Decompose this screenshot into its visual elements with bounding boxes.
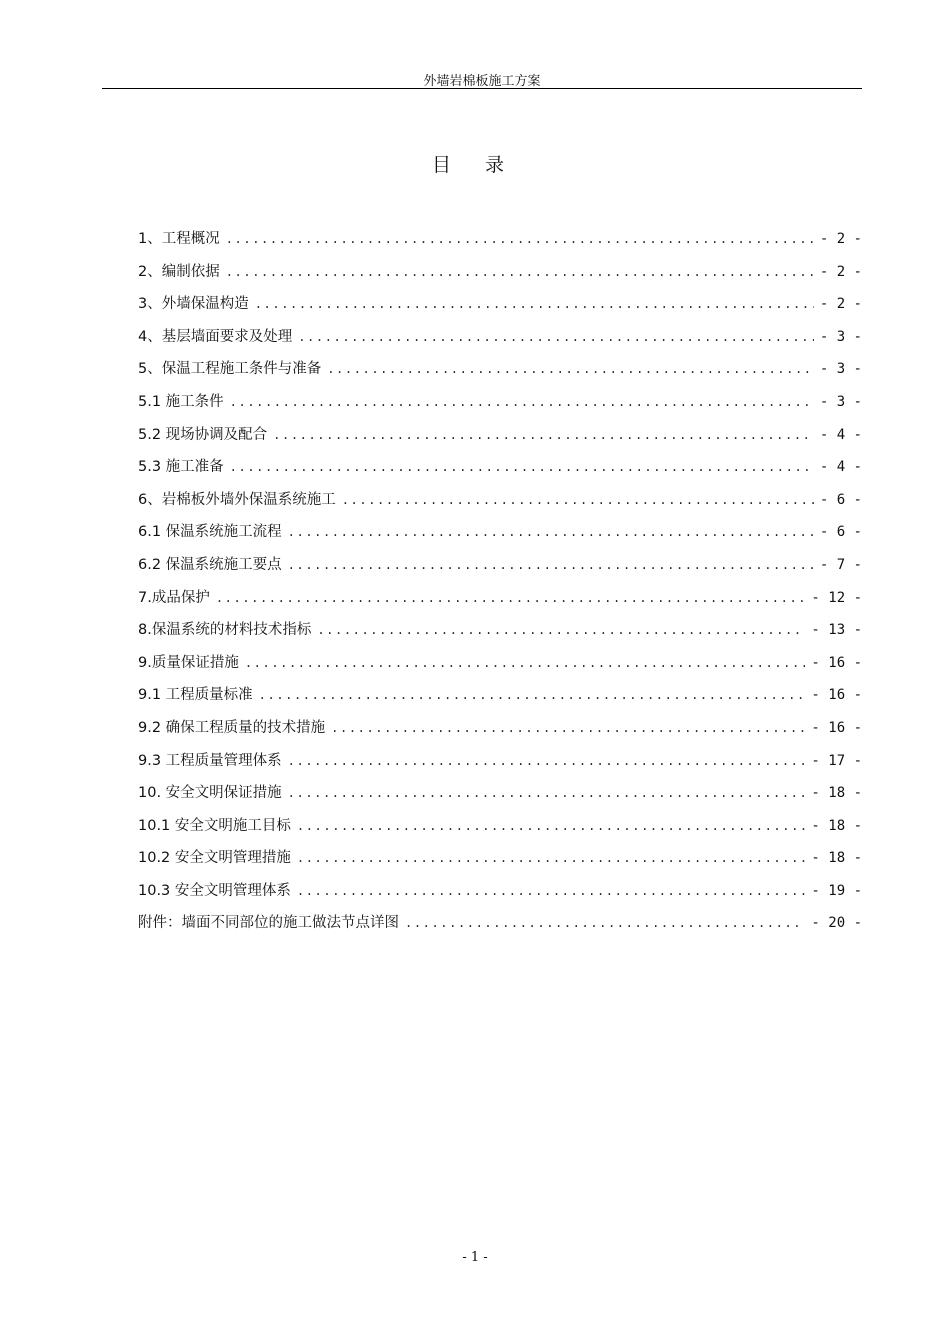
toc-item-label: 5.2 现场协调及配合 xyxy=(138,426,268,443)
toc-dot-leader xyxy=(216,591,806,605)
toc-item[interactable] xyxy=(138,520,862,553)
toc-dot-leader xyxy=(297,819,806,833)
toc-item[interactable] xyxy=(138,325,862,358)
toc-dot-leader xyxy=(342,493,814,507)
toc-item-label: 附件：墙面不同部位的施工做法节点详图 xyxy=(138,915,399,932)
toc-item-page: - 6 - xyxy=(819,491,862,508)
toc-item-label: 6.2 保温系统施工要点 xyxy=(138,556,282,573)
toc-dot-leader xyxy=(255,297,814,311)
toc-item-label: 10.2 安全文明管理措施 xyxy=(138,850,291,867)
toc-item-label: 5、保温工程施工条件与准备 xyxy=(138,361,322,378)
toc-item-page: - 3 - xyxy=(819,361,862,378)
toc-dot-leader xyxy=(298,330,814,344)
toc-item[interactable] xyxy=(138,586,862,619)
toc-item[interactable] xyxy=(138,781,862,814)
toc-item-label: 10.1 安全文明施工目标 xyxy=(138,817,291,834)
toc-item-page: - 2 - xyxy=(819,296,862,313)
toc-item-page: - 18 - xyxy=(811,850,862,867)
toc-item-page: - 16 - xyxy=(811,654,862,671)
toc-dot-leader xyxy=(245,656,806,670)
toc-title: 目 录 xyxy=(431,154,519,176)
toc-item-label: 5.1 施工条件 xyxy=(138,393,224,410)
toc-dot-leader xyxy=(288,754,806,768)
toc-item-label: 6.1 保温系统施工流程 xyxy=(138,524,282,541)
toc-item-page: - 3 - xyxy=(819,328,862,345)
table-of-contents xyxy=(138,227,862,944)
header-rule xyxy=(102,88,862,89)
toc-item[interactable] xyxy=(138,846,862,879)
toc-item-page: - 16 - xyxy=(811,719,862,736)
page-number: - 1 - xyxy=(462,1250,488,1265)
toc-item-page: - 18 - xyxy=(811,785,862,802)
toc-item-label: 2、编制依据 xyxy=(138,263,220,280)
toc-dot-leader xyxy=(259,688,806,702)
toc-item-label: 10. 安全文明保证措施 xyxy=(138,785,282,802)
toc-dot-leader xyxy=(288,786,806,800)
toc-item[interactable] xyxy=(138,553,862,586)
toc-item[interactable] xyxy=(138,651,862,684)
toc-item[interactable] xyxy=(138,455,862,488)
toc-item-page: - 20 - xyxy=(811,915,862,932)
toc-item-page: - 16 - xyxy=(811,687,862,704)
toc-dot-leader xyxy=(297,851,806,865)
toc-dot-leader xyxy=(288,525,814,539)
toc-dot-leader xyxy=(226,265,814,279)
toc-item-label: 9.3 工程质量管理体系 xyxy=(138,752,282,769)
toc-item[interactable] xyxy=(138,683,862,716)
toc-item[interactable] xyxy=(138,879,862,912)
toc-dot-leader xyxy=(317,623,805,637)
toc-item-label: 3、外墙保温构造 xyxy=(138,296,249,313)
toc-item-label: 6、岩棉板外墙外保温系统施工 xyxy=(138,491,336,508)
toc-dot-leader xyxy=(230,460,814,474)
running-header: 外墙岩棉板施工方案 xyxy=(423,74,541,89)
toc-item-label: 8.保温系统的材料技术指标 xyxy=(138,622,312,639)
toc-item-page: - 2 - xyxy=(819,231,862,247)
toc-item[interactable] xyxy=(138,357,862,390)
toc-item[interactable] xyxy=(138,390,862,423)
toc-dot-leader xyxy=(230,395,814,409)
toc-dot-leader xyxy=(331,721,805,735)
toc-item[interactable] xyxy=(138,260,862,293)
toc-item[interactable] xyxy=(138,716,862,749)
toc-dot-leader xyxy=(273,428,814,442)
toc-item-page: - 7 - xyxy=(819,556,862,573)
toc-item[interactable] xyxy=(138,423,862,456)
toc-dot-leader xyxy=(288,558,814,572)
toc-item-label: 10.3 安全文明管理体系 xyxy=(138,882,291,899)
toc-item-label: 9.2 确保工程质量的技术措施 xyxy=(138,719,326,736)
toc-item-page: - 2 - xyxy=(819,263,862,280)
toc-item-label: 1、工程概况 xyxy=(138,231,220,247)
toc-item[interactable] xyxy=(138,227,862,260)
toc-item-label: 9.质量保证措施 xyxy=(138,654,239,671)
toc-item[interactable] xyxy=(138,292,862,325)
toc-item-page: - 18 - xyxy=(811,817,862,834)
toc-item[interactable] xyxy=(138,488,862,521)
toc-item-page: - 4 - xyxy=(819,426,862,443)
toc-item-label: 5.3 施工准备 xyxy=(138,459,224,476)
toc-item-label: 7.成品保护 xyxy=(138,589,210,606)
toc-item[interactable] xyxy=(138,911,862,944)
toc-dot-leader xyxy=(297,884,806,898)
toc-item[interactable] xyxy=(138,618,862,651)
toc-item-page: - 17 - xyxy=(811,752,862,769)
toc-dot-leader xyxy=(405,916,805,930)
toc-dot-leader xyxy=(226,232,814,246)
toc-item-label: 9.1 工程质量标准 xyxy=(138,687,253,704)
toc-item[interactable] xyxy=(138,749,862,782)
toc-item[interactable] xyxy=(138,814,862,847)
toc-item-page: - 3 - xyxy=(819,393,862,410)
toc-dot-leader xyxy=(327,362,814,376)
toc-item-page: - 12 - xyxy=(811,589,862,606)
toc-item-page: - 4 - xyxy=(819,459,862,476)
toc-item-page: - 13 - xyxy=(811,622,862,639)
toc-item-page: - 19 - xyxy=(811,882,862,899)
toc-item-page: - 6 - xyxy=(819,524,862,541)
toc-item-label: 4、基层墙面要求及处理 xyxy=(138,328,293,345)
